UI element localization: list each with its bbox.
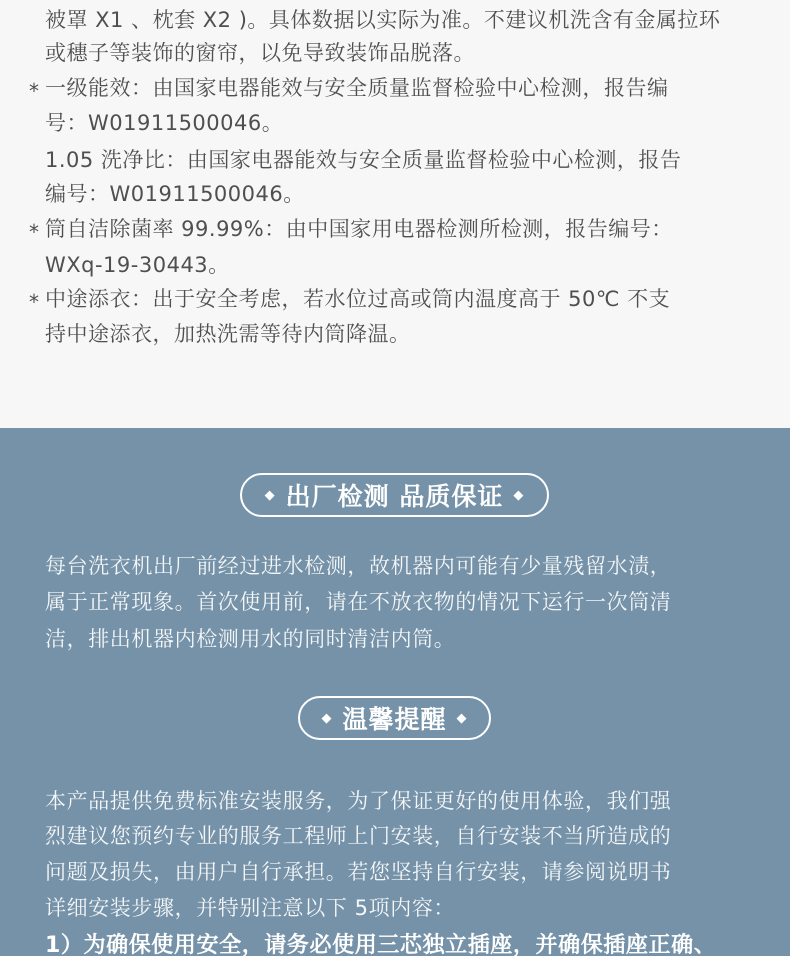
note-line: 号：W01911500046。 (45, 111, 284, 135)
info-panel (0, 428, 790, 956)
note-line: 1.05 洗净比：由国家电器能效与安全质量监督检验中心检测，报告 (45, 148, 682, 172)
factory-heading: 出厂检测 品质保证 (285, 482, 504, 511)
diamond-icon: ◆ (321, 710, 333, 726)
factory-paragraph-line: 每台洗衣机出厂前经过进水检测，故机器内可能有少量残留水渍， (45, 554, 672, 578)
factory-paragraph-line: 洁，排出机器内检测用水的同时清洁内筒。 (45, 627, 456, 651)
note-line: 编号：W01911500046。 (45, 182, 305, 206)
notes-section (0, 0, 790, 428)
bullet-mark: * (29, 290, 39, 314)
bullet-mark: * (29, 220, 39, 244)
factory-heading-badge (240, 473, 549, 517)
reminder-heading: 温馨提醒 (342, 705, 447, 734)
factory-paragraph-line: 属于正常现象。首次使用前，请在不放衣物的情况下运行一次筒清 (45, 590, 672, 614)
diamond-icon: ◆ (513, 487, 525, 503)
reminder-paragraph-line: 问题及损失，由用户自行承担。若您坚持自行安装，请参阅说明书 (45, 860, 672, 884)
reminder-paragraph-line: 烈建议您预约专业的服务工程师上门安装，自行安装不当所造成的 (45, 824, 672, 848)
note-line: 持中途添衣，加热洗需等待内筒降温。 (45, 322, 411, 346)
reminder-step-1: 1）为确保使用安全，请务必使用三芯独立插座，并确保插座正确、 (45, 933, 717, 958)
diamond-icon: ◆ (456, 710, 468, 726)
diamond-icon: ◆ (264, 487, 276, 503)
note-line: 被罩 X1 、枕套 X2 )。具体数据以实际为准。不建议机洗含有金属拉环 (45, 8, 721, 32)
note-line: WXq-19-30443。 (45, 253, 230, 277)
reminder-paragraph-line: 本产品提供免费标准安装服务，为了保证更好的使用体验，我们强 (45, 789, 672, 813)
note-line: 一级能效：由国家电器能效与安全质量监督检验中心检测，报告编 (45, 76, 669, 100)
note-line: 或穗子等装饰的窗帘，以免导致装饰品脱落。 (45, 41, 475, 65)
reminder-paragraph-line: 详细安装步骤，并特别注意以下 5项内容： (45, 896, 456, 920)
note-line: 中途添衣：出于安全考虑，若水位过高或筒内温度高于 50℃ 不支 (45, 287, 671, 311)
note-line: 筒自洁除菌率 99.99%：由中国家用电器检测所检测，报告编号： (45, 217, 673, 241)
bullet-mark: * (29, 79, 39, 103)
reminder-heading-badge (298, 696, 491, 740)
